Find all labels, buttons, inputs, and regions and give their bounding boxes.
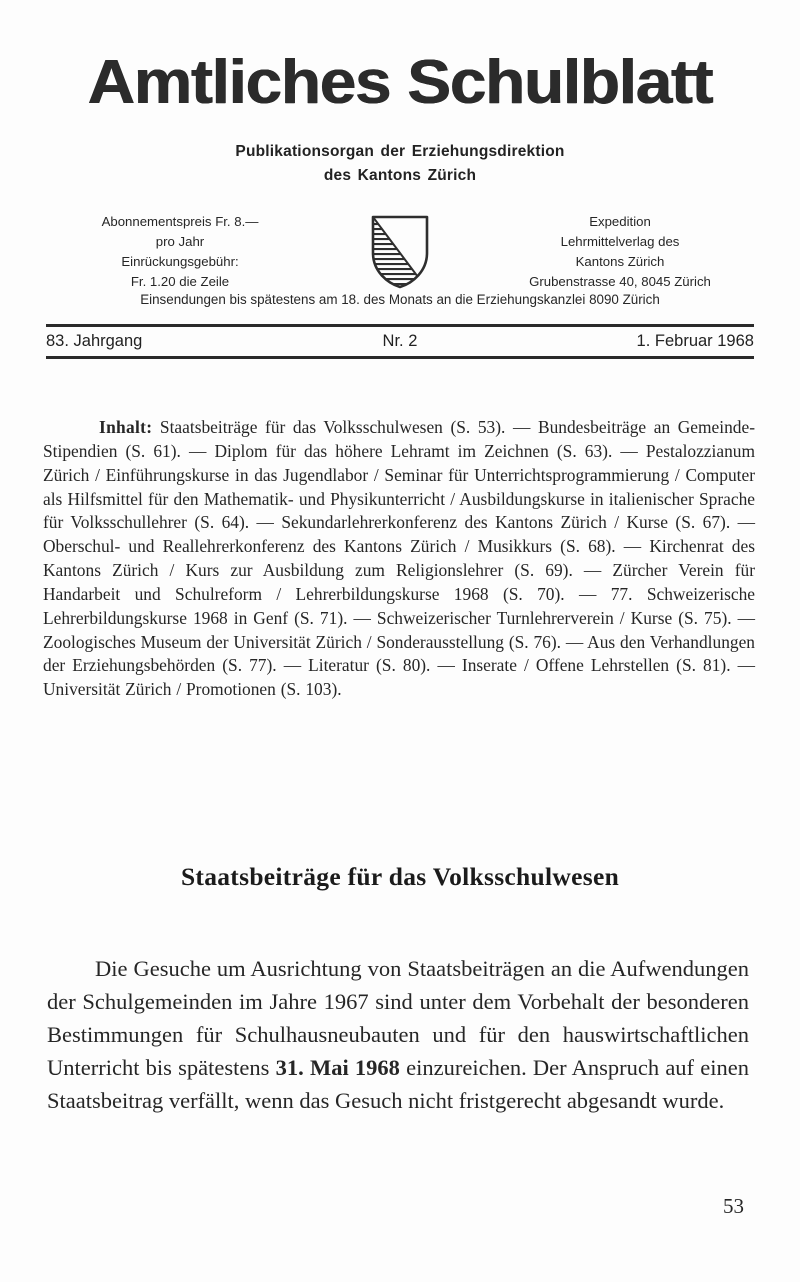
article-heading: Staatsbeiträge für das Volksschulwesen [180, 862, 620, 891]
expedition-label: Expedition [589, 214, 651, 229]
issue-volume: 83. Jahrgang [46, 332, 143, 350]
table-of-contents [43, 416, 755, 702]
insertion-fee-label: Einrückungsgebühr: [121, 254, 239, 270]
zurich-coat-of-arms-icon [369, 213, 431, 289]
article-text-after-date: einzureichen. Der Anspruch auf einen Staatsbeitrag verfällt, wenn das Gesuch nicht fristgerecht abgesandt wurde. [47, 1055, 749, 1114]
publisher-street: Grubenstrasse 40, 8045 Zürich [529, 274, 711, 290]
issue-rule-bottom [46, 356, 754, 359]
expedition-address [486, 211, 754, 292]
coat-of-arms-container [345, 211, 455, 289]
submission-notice: Einsendungen bis spätestens am 18. des Monats an die Erziehungskanzlei 8090 Zürich [140, 292, 660, 307]
subscription-price: Abonnementspreis Fr. 8.— [101, 214, 259, 229]
article-text-before-date: Die Gesuche um Ausrichtung von Staatsbeiträgen an die Aufwendungen der Schulgemeinden im Jahre 1967 sind unter dem Vorbehalt der besonderen Bestimmungen für Schulhausneubauten und für den hauswirtschaftlichen Unterricht bis spätestens [47, 956, 749, 1081]
publisher-name: Lehrmittelverlag des [560, 234, 680, 250]
subtitle-line-2: des Kantons Zürich [323, 167, 477, 185]
toc-label: Inhalt: [99, 417, 153, 437]
subtitle-line-1: Publikationsorgan der Erziehungsdirektion [235, 143, 565, 160]
issue-number: Nr. 2 [382, 332, 418, 350]
issue-date: 1. Februar 1968 [636, 332, 754, 350]
issue-rule-top [46, 324, 754, 327]
toc-entries: Staatsbeiträge für das Volksschulwesen (S. 53). — Bundesbeiträge an Gemeinde-Stipendien (S. 61). — Diplom für das höhere Lehramt im Zeichnen (S. 63). — Pestalozzianum Zürich / Einführungskurse in das Jugendlabor / Seminar für Unterrichtsprogrammierung / Computer als Hilfsmittel für den Mathematik- und Physikunterricht / Ausbildungskurse in italienischer Sprache für Volksschullehrer (S. 64). — Sekundarlehrerkonferenz des Kantons Zürich / Kurse (S. 67). — Oberschul- und Reallehrerkonferenz des Kantons Zürich / Musikkurs (S. 68). — Kirchenrat des Kantons Zürich / Kurs zur Ausbildung zum Religionslehrer (S. 69). — Zürcher Verein für Handarbeit und Schulreform / Lehrerbildungskurse 1968 (S. 70). — 77. Schweizerische Lehrerbildungskurse 1968 in Genf (S. 71). — Schweizerischer Turnlehrerverein / Kurse (S. 75). — Zoologisches Museum der Universität Zürich / Sonderausstellung (S. 76). — Aus den Verhandlungen der Erziehungsbehörden (S. 77). — Literatur (S. 80). — Inserate / Offene Lehrstellen (S. 81). — Universität Zürich / Promotionen (S. 103). [43, 417, 755, 700]
publisher-canton: Kantons Zürich [575, 254, 665, 270]
publication-title: Amtliches Schulblatt [87, 48, 713, 117]
article-deadline-date: 31. Mai 1968 [275, 1055, 400, 1081]
masthead [54, 48, 746, 117]
issue-bar [46, 328, 754, 355]
masthead-subtitle [54, 140, 746, 188]
subscription-period: pro Jahr [155, 234, 205, 250]
masthead-info-row [46, 211, 754, 292]
insertion-fee-value: Fr. 1.20 die Zeile [130, 274, 230, 290]
article-body [47, 952, 749, 1117]
page-number: 53 [723, 1194, 744, 1218]
subscription-info [46, 211, 314, 292]
